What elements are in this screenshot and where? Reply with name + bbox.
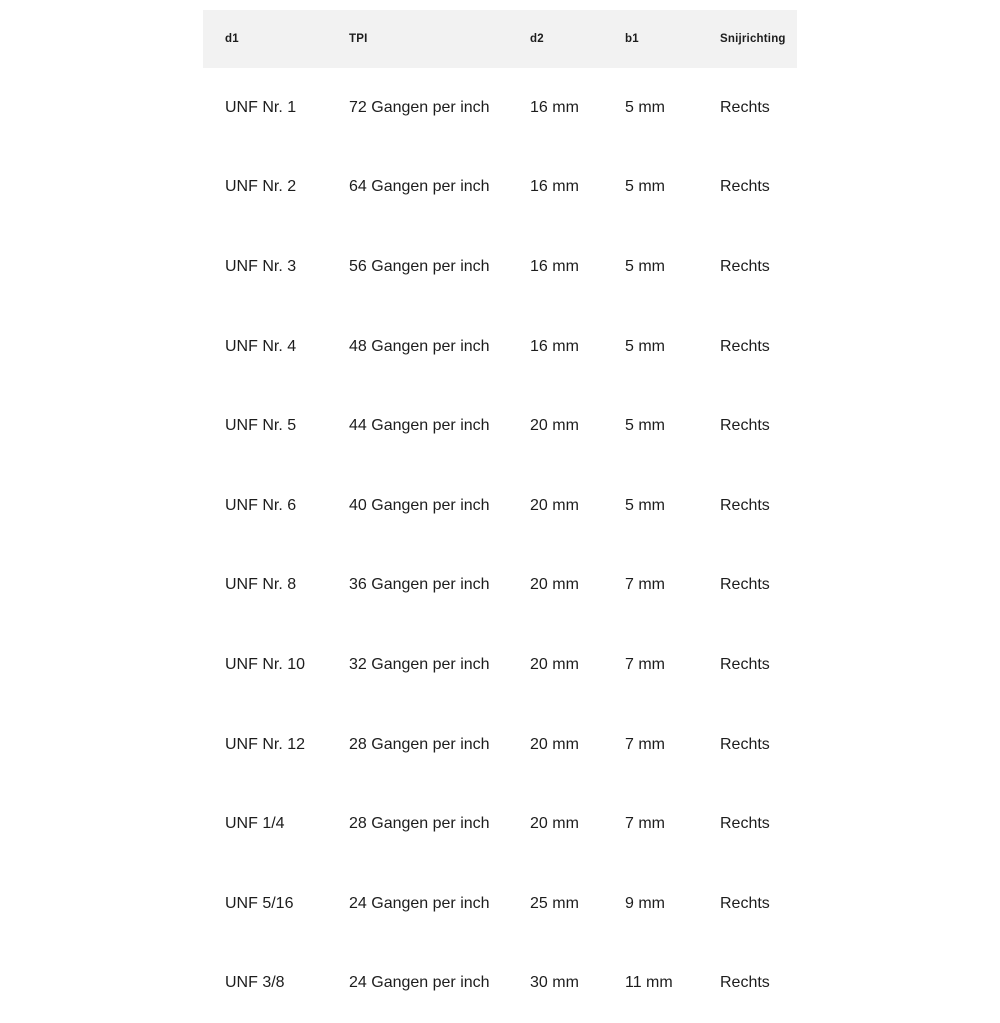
cell-b1: 9 mm (625, 894, 665, 912)
cell-tpi: 28 Gangen per inch (349, 735, 490, 753)
cell-tpi: 24 Gangen per inch (349, 974, 490, 992)
cell-d1: UNF 1/4 (225, 815, 285, 833)
cell-snijrichting: Rechts (720, 417, 770, 435)
table-row (203, 944, 797, 1023)
column-header-d2: d2 (530, 33, 544, 45)
cell-b1: 5 mm (625, 337, 665, 355)
column-header-snijrichting: Snijrichting (720, 33, 786, 45)
column-header-d1: d1 (225, 33, 239, 45)
table-row (203, 466, 797, 546)
cell-d1: UNF 5/16 (225, 894, 294, 912)
table-row (203, 864, 797, 944)
cell-b1: 5 mm (625, 417, 665, 435)
cell-tpi: 32 Gangen per inch (349, 655, 490, 673)
cell-d2: 16 mm (530, 337, 579, 355)
table-row (203, 386, 797, 466)
cell-b1: 7 mm (625, 655, 665, 673)
cell-snijrichting: Rechts (720, 735, 770, 753)
cell-b1: 7 mm (625, 735, 665, 753)
cell-b1: 7 mm (625, 815, 665, 833)
cell-b1: 5 mm (625, 178, 665, 196)
cell-d1: UNF Nr. 2 (225, 178, 297, 196)
cell-d2: 16 mm (530, 178, 579, 196)
table-row (203, 68, 797, 148)
column-header-tpi: TPI (349, 33, 368, 45)
cell-b1: 7 mm (625, 576, 665, 594)
cell-tpi: 28 Gangen per inch (349, 815, 490, 833)
table-row (203, 705, 797, 785)
cell-b1: 5 mm (625, 496, 665, 514)
cell-tpi: 24 Gangen per inch (349, 894, 490, 912)
cell-tpi: 56 Gangen per inch (349, 257, 490, 275)
cell-d2: 25 mm (530, 894, 579, 912)
cell-tpi: 48 Gangen per inch (349, 337, 490, 355)
cell-d1: UNF Nr. 10 (225, 655, 306, 673)
cell-d2: 20 mm (530, 576, 579, 594)
table-row (203, 625, 797, 705)
cell-d2: 20 mm (530, 417, 579, 435)
cell-d2: 20 mm (530, 655, 579, 673)
cell-b1: 11 mm (625, 974, 673, 992)
cell-d1: UNF Nr. 3 (225, 257, 297, 275)
cell-d1: UNF Nr. 8 (225, 576, 297, 594)
cell-d2: 16 mm (530, 257, 579, 275)
cell-d2: 20 mm (530, 815, 579, 833)
cell-b1: 5 mm (625, 257, 665, 275)
cell-tpi: 36 Gangen per inch (349, 576, 490, 594)
table-row (203, 227, 797, 307)
table-body (203, 68, 797, 1023)
cell-tpi: 40 Gangen per inch (349, 496, 490, 514)
cell-snijrichting: Rechts (720, 496, 770, 514)
cell-snijrichting: Rechts (720, 974, 770, 992)
cell-d1: UNF Nr. 12 (225, 735, 306, 753)
cell-snijrichting: Rechts (720, 576, 770, 594)
cell-d2: 20 mm (530, 735, 579, 753)
cell-d2: 16 mm (530, 98, 579, 116)
cell-d1: UNF Nr. 1 (225, 98, 297, 116)
cell-d2: 30 mm (530, 974, 579, 992)
cell-snijrichting: Rechts (720, 655, 770, 673)
cell-d2: 20 mm (530, 496, 579, 514)
cell-snijrichting: Rechts (720, 815, 770, 833)
table-row (203, 546, 797, 626)
column-header-b1: b1 (625, 33, 639, 45)
table-row (203, 784, 797, 864)
cell-d1: UNF Nr. 6 (225, 496, 297, 514)
table-row (203, 307, 797, 387)
table-header-row (203, 10, 797, 68)
thread-spec-table (203, 10, 797, 1023)
cell-snijrichting: Rechts (720, 894, 770, 912)
cell-b1: 5 mm (625, 98, 665, 116)
cell-snijrichting: Rechts (720, 257, 770, 275)
table-row (203, 148, 797, 228)
cell-snijrichting: Rechts (720, 178, 770, 196)
cell-snijrichting: Rechts (720, 337, 770, 355)
cell-tpi: 44 Gangen per inch (349, 417, 490, 435)
cell-tpi: 72 Gangen per inch (349, 98, 490, 116)
cell-d1: UNF Nr. 4 (225, 337, 297, 355)
cell-d1: UNF 3/8 (225, 974, 285, 992)
cell-tpi: 64 Gangen per inch (349, 178, 490, 196)
cell-d1: UNF Nr. 5 (225, 417, 297, 435)
cell-snijrichting: Rechts (720, 98, 770, 116)
